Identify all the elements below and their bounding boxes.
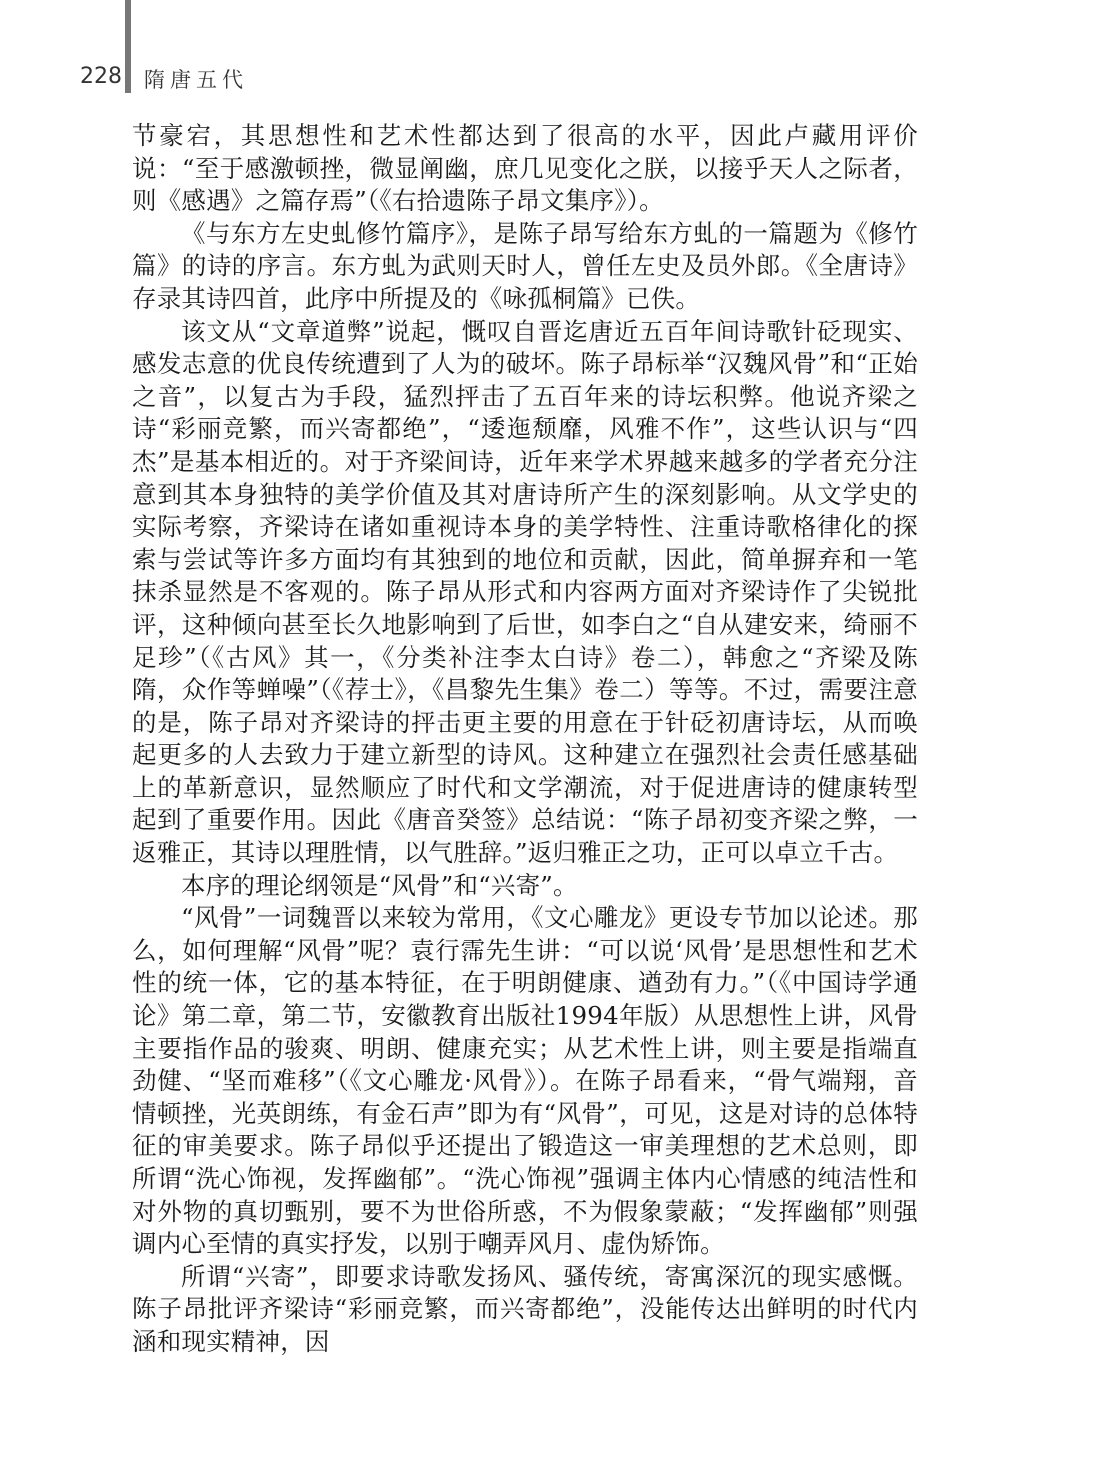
running-title: 隋唐五代 [144, 68, 248, 92]
paragraph: 节豪宕，其思想性和艺术性都达到了很高的水平，因此卢藏用评价说：“至于感激顿挫，微显阐幽，庶几见变化之朕，以接乎天人之际者，则《感遇》之篇存焉”（《右拾遗陈子昂文集序》）。 [132, 121, 918, 216]
paragraph: 本序的理论纲领是“风骨”和“兴寄”。 [181, 870, 578, 900]
page-number: 228 [80, 64, 122, 89]
paragraph: 所谓“兴寄”，即要求诗歌发扬风、骚传统，寄寓深沉的现实感慨。陈子昂批评齐梁诗“彩丽竞繁，而兴寄都绝”，没能传达出鲜明的时代内涵和现实精神，因 [132, 1261, 918, 1356]
body-text [132, 120, 918, 1359]
paragraph: “风骨”一词魏晋以来较为常用，《文心雕龙》更设专节加以论述。那么，如何理解“风骨”呢？袁行霈先生讲：“可以说‘风骨’是思想性和艺术性的统一体，它的基本特征，在于明朗健康、遒劲有力。”（《中国诗学通论》第二章，第二节，安徽教育出版社1994年版）从思想性上讲，风骨主要指作品的骏爽、明朗、健康充实；从艺术性上讲，则主要是指端直劲健、“坚而难移”（《文心雕龙·风骨》）。在陈子昂看来，“骨气端翔，音情顿挫，光英朗练，有金石声”即为有“风骨”，可见，这是对诗的总体特征的审美要求。陈子昂似乎还提出了锻造这一审美理想的艺术总则，即所谓“洗心饰视，发挥幽郁”。“洗心饰视”强调主体内心情感的纯洁性和对外物的真切甄别，要不为世俗所惑，不为假象蒙蔽；“发挥幽郁”则强调内心至情的真实抒发，以别于嘲弄风月、虚伪矫饰。 [132, 903, 918, 1259]
paragraph: 该文从“文章道弊”说起，慨叹自晋迄唐近五百年间诗歌针砭现实、感发志意的优良传统遭到了人为的破坏。陈子昂标举“汉魏风骨”和“正始之音”，以复古为手段，猛烈抨击了五百年来的诗坛积弊。他说齐梁之诗“彩丽竞繁，而兴寄都绝”，“逶迤颓靡，风雅不作”，这些认识与“四杰”是基本相近的。对于齐梁间诗，近年来学术界越来越多的学者充分注意到其本身独特的美学价值及其对唐诗所产生的深刻影响。从文学史的实际考察，齐梁诗在诸如重视诗本身的美学特性、注重诗歌格律化的探索与尝试等许多方面均有其独到的地位和贡献，因此，简单摒弃和一笔抹杀显然是不客观的。陈子昂从形式和内容两方面对齐梁诗作了尖锐批评，这种倾向甚至长久地影响到了后世，如李白之“自从建安来，绮丽不足珍”（《古风》其一，《分类补注李太白诗》卷二），韩愈之“齐梁及陈隋，众作等蝉噪”（《荐士》，《昌黎先生集》卷二）等等。不过，需要注意的是，陈子昂对齐梁诗的抨击更主要的用意在于针砭初唐诗坛，从而唤起更多的人去致力于建立新型的诗风。这种建立在强烈社会责任感基础上的革新意识，显然顺应了时代和文学潮流，对于促进唐诗的健康转型起到了重要作用。因此《唐音癸签》总结说：“陈子昂初变齐梁之弊，一返雅正，其诗以理胜情，以气胜辞。”返归雅正之功，正可以卓立千古。 [132, 316, 918, 868]
header-divider-bar [125, 0, 131, 93]
paragraph: 《与东方左史虬修竹篇序》，是陈子昂写给东方虬的一篇题为《修竹篇》的诗的序言。东方虬为武则天时人，曾任左史及员外郎。《全唐诗》存录其诗四首，此序中所提及的《咏孤桐篇》已佚。 [132, 218, 918, 313]
